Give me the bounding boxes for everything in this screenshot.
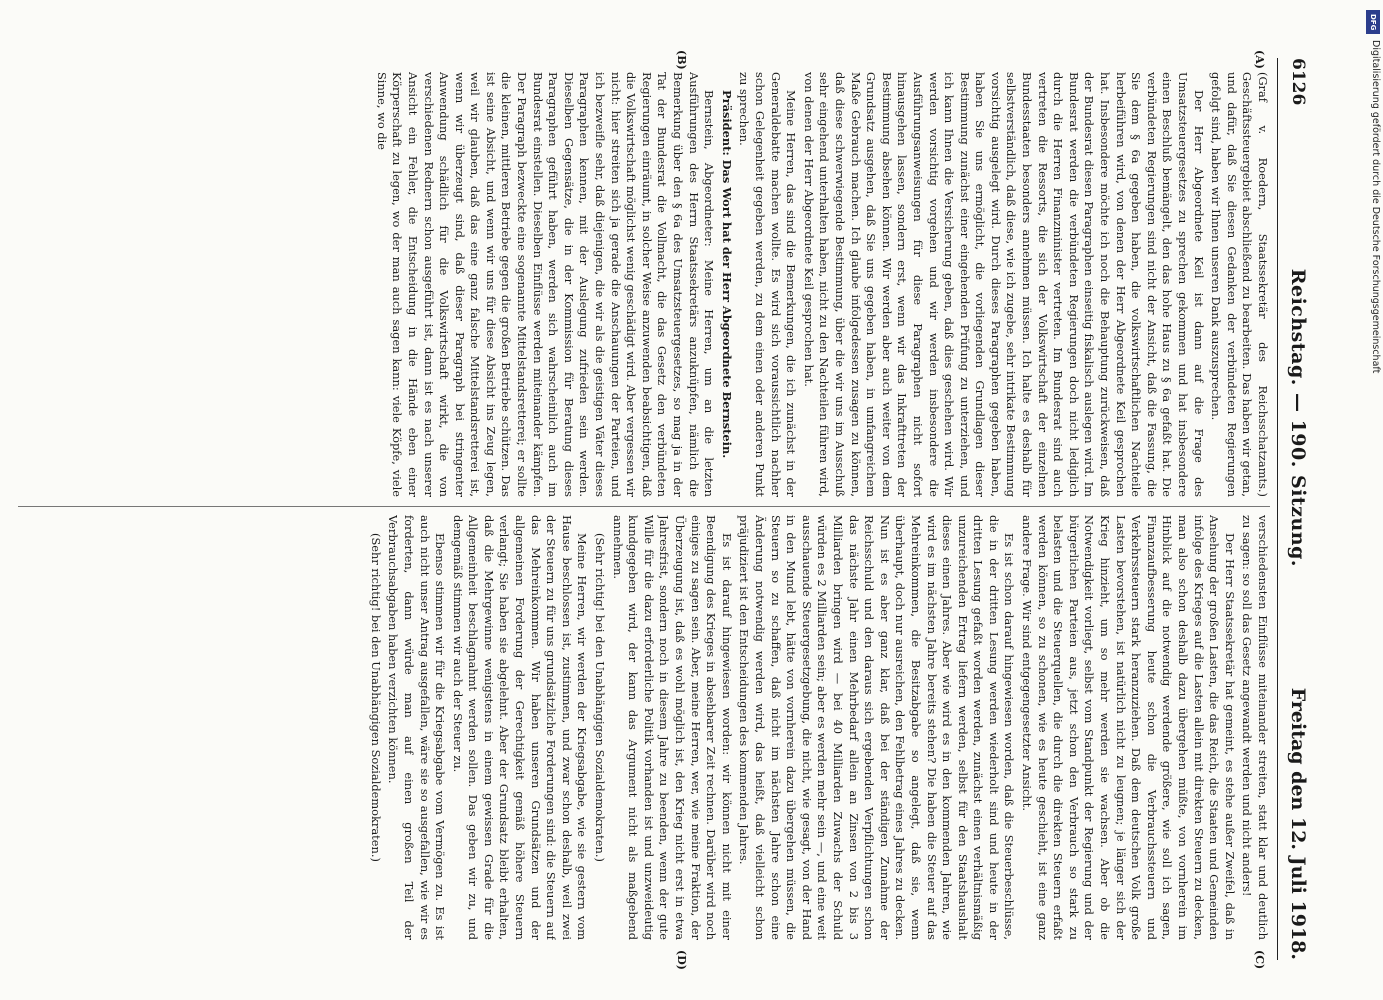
right-paragraph: Meine Herren, wir werden der Kriegsabgabe, wie sie gestern vom Hause beschlossen ist, zustimmen, und zwar schon deshalb, weil zwei der Steuern zu für uns grundsätzliche Forderungen sind: die Steuern auf das Mehreinkommen. Wir haben unseren Grundsätzen und der allgemeinen Forderung der Gerechtigkeit gemäß höhere Steuern verlangt; Sie haben sie abgelehnt. Aber der Grundsatz bleibt erhalten, daß die Mehrgewinne wenigstens in einem gewissen Grade für die Allgemeinheit beschlagnahmt werden sollen. Das geben wir zu, und demgemäß stimmen wir auch der Steuer zu. [450,515,590,940]
session-date: Freitag den 12. Juli 1918. [1287,687,1309,960]
left-column [18,72,1270,497]
left-paragraph: Meine Herren, das sind die Bemerkungen, die ich zunächst in der Generaldebatte machen wollte. Es wird sich voraussichtlich nachher schon Gelegenheit gegeben werden, zu dem einen oder anderen Punkt zu sprechen. [737,72,799,497]
interjection: (Sehr richtig! bei den Unabhängigen Sozialdemokraten.) [368,533,383,862]
right-paragraph: Der Herr Staatssekretär hat gemeint, es stehe außer Zweifel, daß in Ansehung der großen Lasten, die das Reich, die Staaten und Gemeinden infolge des Krieges auf die Lasten allein mit direkten Steuern zu decken, man also schon deshalb dazu übergehen müßte, von vornherein im Hinblick auf die notwendig werdende größere, wie soll ich sagen, Finanzaufbesserung heute schon die Verbrauchssteuern und Verkehrssteuern stark heranzuziehen. Daß dem deutschen Volk große Lasten bevorstehen, ist natürlich nicht zu leugnen; je länger sich der Krieg hinzieht, um so mehr werden sie wachsen. Aber ob die Notwendigkeit vorliegt, selbst vom Standpunkt der Regierung und der bürgerlichen Parteien aus, jetzt schon den Verbrauch so stark zu belasten und die Steuerquellen, die durch die direkten Steuern erfaßt werden können, so zu schonen, wie es heute geschieht, ist eine ganz andere Frage. Wir sind entgegengesetzter Ansicht. [1020,515,1237,940]
right-paragraph: Es ist darauf hingewiesen worden: wir können nicht mit einer Beendigung des Krieges in absehbarer Zeit rechnen. Darüber wird noch einiges zu sagen sein. Aber, meine Herren, wer, wie meine Fraktion, der Überzeugung ist, daß es wohl möglich ist, den Krieg nicht erst in etwa Jahresfrist, sondern noch in diesem Jahre zu beenden, wenn der gute Wille für die dazu erforderliche Politik vorhanden ist und unzweideutig kundgegeben wird, der kann das Argument nicht als maßgebend annehmen. [610,515,734,940]
page-header [1282,58,1314,960]
right-paragraph: verschiedensten Einflüsse miteinander streiten, statt klar und deutlich zu sagen: so soll das Gesetz angewandt werden und nicht anders! [1240,515,1270,940]
margin-mark-d: (D) [675,950,688,970]
margin-mark-b: (B) [675,50,688,70]
bernstein-speech: Bernstein, Abgeordneter: Meine Herren, um an die letzten Ausführungen des Herrn Staatssekretärs anzuknüpfen, nämlich die Bemerkung über den § 6a des Umsatzsteuergesetzes, so mag ja in der Tat der Bundesrat die Vollmacht, die das Gesetz den verbündeten Regierungen einräumt, in solcher Weise anzuwenden beabsichtigen, daß die Volkswirtschaft möglichst wenig geschädigt wird. Aber vergessen wir nicht: hier streiten sich ja gerade die Anschauungen der Parteien, und ich bezweifle sehr, daß diejenigen, die wir als die geistigen Väter dieses Paragraphen kennen, mit der Auslegung zufrieden sein werden. Dieselben Gegensätze, die in der Kommission für Beratung dieses Paragraphen geführt haben, werden sich wahrscheinlich auch im Bundesrat einstellen. Dieselben Einflüsse werden miteinander kämpfen. Der Paragraph bezweckte eine sogenannte Mittelstandsretterei; er sollte die kleinen, mittleren Betriebe gegen die großen Betriebe schützen. Das ist seine Absicht, und wenn wir uns für diese Absicht ins Zeug legen, weil wir glauben, daß das eine ganz falsche Mittelstandsretterei ist, wenn wir überzeugt sind, daß dieser Paragraph bei stringenter Anwendung schädlich für die Volkswirtschaft wirkt, die von verschiedenen Rednern schon ausgeführt ist, dann ist es nach unserer Ansicht ein Fehler, die Entscheidung in die Hände eben einer Körperschaft zu legen, wo der man auch sagen kann: viele Köpfe, viele Sinne, wo die [374,72,717,497]
margin-mark-c: (C) [1253,950,1266,970]
dfg-logo: DFG [1366,10,1380,34]
column-separator [18,506,1270,507]
interjection: (Sehr richtig! bei den Unabhängigen Sozialdemokraten.) [593,533,608,862]
right-column [18,515,1270,940]
margin-mark-a: (A) [1253,50,1266,69]
page-number: 6126 [1288,58,1308,106]
header-rule [1277,58,1278,960]
left-paragraph: Der Herr Abgeordnete Keil ist dann auf die Frage des Umsatzsteuergesetzes zu sprechen gekommen und hat insbesondere einen Beschluß bemängelt, den das hohe Haus zu § 6a gefaßt hat. Die verbündeten Regierungen sind nicht der Ansicht, daß die Fassung, die Sie dem § 6a gegeben haben, die volkswirtschaftlichen Nachteile herbeiführen wird, von denen der Herr Abgeordnete Keil gesprochen hat. Insbesondere möchte ich noch die Behauptung zurückweisen, daß der Bundesrat diesen Paragraphen einseitig fiskalisch auslegen wird. Im Bundesrat werden die verbündeten Regierungen doch nicht lediglich durch die Herren Finanzminister vertreten. Im Bundesrat sind auch vertreten die Ressorts, die sich der Volkswirtschaft der einzelnen Bundesstaaten besonders annehmen müssen. Ich halte es deshalb für selbstverständlich, daß diese, wie ich zugebe, sehr intrikate Bestimmung vorsichtig ausgelegt wird. Durch dieses Paragraphen gegeben haben, haben Sie uns ermöglicht, die vorliegenden Grundlagen dieser Bestimmung zunächst einer eingehenden Prüfung zu unterziehen, und ich kann Ihnen die Versicherung geben, daß dies geschehen wird. Wir werden vorsichtig vorgehen und wir werden insbesondere die Ausführungsanweisungen für diese Paragraphen nicht sofort hinausgehen lassen, sondern erst, wenn wir das Inkrafttreten der Bestimmung absehen können. Wir werden aber auch weiter von dem Grundsatz ausgehen, daß Sie uns gegeben haben, in umfangreichem Maße Gebrauch machen. Ich glaube infolgedessen zusagen zu können, daß diese schwerwiegende Bestimmung, über die wir uns im Ausschuß sehr eingehend unterhalten haben, nicht zu den Nachteilen führen wird, von denen der Herr Abgeordnete Keil gesprochen hat. [801,72,1206,497]
president-speaker-line: Präsident: Das Wort hat der Herr Abgeordnete Bernstein. [719,90,734,459]
left-paragraph: (Graf v. Roedern, Staatssekretär des Reichsschatzamts.) Geschäftssteuergebiet abschließend zu bearbeiten. Das haben wir getan, und dafür, daß Sie diesen Gedanken der verbündeten Regierungen gefolgt sind, haben wir Ihnen unseren Dank auszusprechen. [1209,72,1270,497]
right-paragraph: Ebenso stimmen wir für die Kriegsabgabe vom Vermögen zu. Es ist auch nicht unser Antrag ausgefallen, wäre sie so ausgefallen, wie wir es forderten, dann würde man auf einen großen Teil der Verbrauchsabgaben haben verzichten können. [386,515,448,940]
right-paragraph: Es ist schon darauf hingewiesen worden, daß die Steuerbeschlüsse, die in der dritten Lesung werden wiederholt sind und heute in der dritten Lesung gefaßt worden werden, zunächst einen verhältnismäßig unzureichenden Ertrag liefern werden, selbst für den Staatshaushalt dieses einen Jahres. Aber wie wird es in den kommenden Jahren, wie wird es im nächsten Jahre bereits stehen? Die haben die Steuer auf das Mehreinkommen, die Besitzabgabe so angelegt, daß sie, wenn überhaupt, doch nur ausreichen, den Fehlbetrag eines Jahres zu decken. Nun ist es aber ganz klar, daß bei der ständigen Zunahme der Reichsschuld und den daraus sich ergebenden Verpflichtungen schon das nächste Jahr einen Mehrbedarf allein an Zinsen von 2 bis 3 Milliarden bringen wird — bei 40 Milliarden Zuwachs der Schuld würden es 2 Milliarden sein; aber es werden mehr sein —, und eine weit ausschauende Steuergesetzgebung, die nicht, wie gesagt, von der Hand in den Mund lebt, hätte von vornherein dazu übergehen müssen, die Steuern so zu schaffen, daß nicht im nächsten Jahre schon eine Änderung notwendig werden wird, das heißt, daß vielleicht schon präjudiziert ist den Entscheidungen des kommenden Jahres. [737,515,1017,940]
session-title: Reichstag. — 190. Sitzung. [1287,268,1309,568]
digitization-note: Digitalisierung gefördert durch die Deutsche Forschungsgemeinschaft [1370,40,1381,374]
